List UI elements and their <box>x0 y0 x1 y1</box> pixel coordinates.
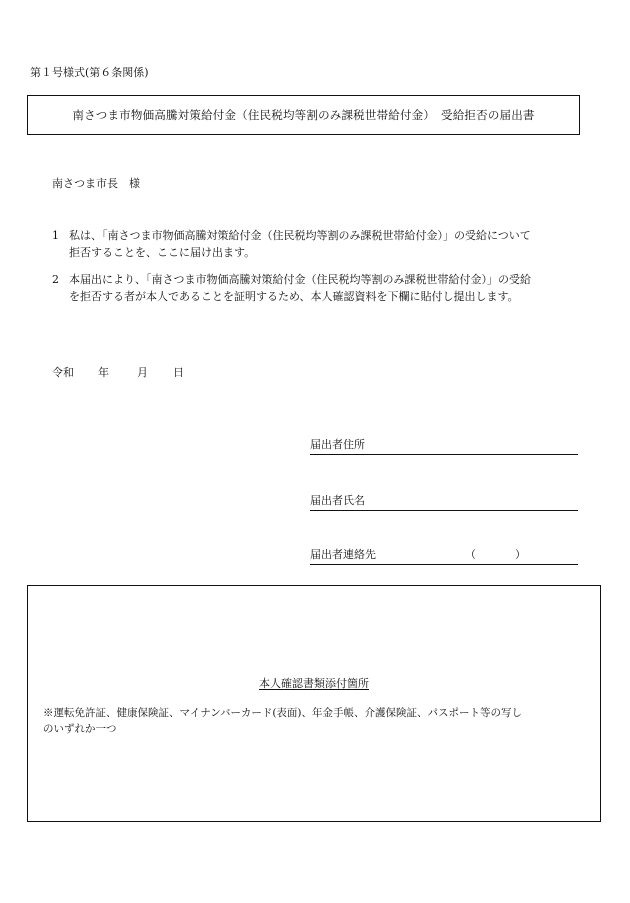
date-era: 令和 <box>52 366 74 379</box>
id-box-note-line: ※運転免許証、健康保険証、マイナンバーカード(表面)、年金手帳、介護保険証、パスポート等の写し <box>43 707 523 719</box>
address-label: 届出者住所 <box>310 438 365 451</box>
date-year: 年 <box>98 366 109 379</box>
name-field[interactable] <box>310 494 578 511</box>
id-box-note <box>43 705 593 737</box>
date-month: 月 <box>137 366 148 379</box>
name-label: 届出者氏名 <box>310 494 365 507</box>
clause-2 <box>52 271 587 305</box>
contact-paren-close: ） <box>515 548 526 561</box>
date-row <box>52 364 184 380</box>
form-number: 第１号様式(第６条関係) <box>30 66 149 79</box>
clause-text-line: 拒否することを、ここに届け出ます。 <box>69 246 256 259</box>
contact-field[interactable] <box>310 548 578 565</box>
clause-1 <box>52 227 587 261</box>
document-title: 南さつま市物価高騰対策給付金（住民税均等割のみ課税世帯給付金） 受給拒否の届出書 <box>72 108 535 122</box>
id-box-heading-text: 本人確認書類添付箇所 <box>259 677 369 690</box>
clause-text-line: を拒否する者が本人であることを証明するため、本人確認資料を下欄に貼付し提出します。 <box>69 290 519 303</box>
clause-number: 2 <box>52 273 59 286</box>
address-field[interactable] <box>310 438 578 455</box>
clause-number: 1 <box>52 229 59 242</box>
contact-label: 届出者連絡先 <box>310 548 376 561</box>
contact-paren-open: （ <box>465 548 476 561</box>
clause-text-line: 私は、「南さつま市物価高騰対策給付金（住民税均等割のみ課税世帯給付金）」の受給について <box>69 229 531 242</box>
id-document-attachment-box[interactable] <box>27 585 601 822</box>
id-box-heading <box>28 675 600 691</box>
id-box-note-line: のいずれか一つ <box>43 723 117 735</box>
addressee: 南さつま市長 様 <box>52 177 140 190</box>
clause-text-line: 本届出により、「南さつま市物価高騰対策給付金（住民税均等割のみ課税世帯給付金）」の受給 <box>69 273 531 286</box>
title-box <box>27 95 580 135</box>
date-day: 日 <box>173 366 184 379</box>
